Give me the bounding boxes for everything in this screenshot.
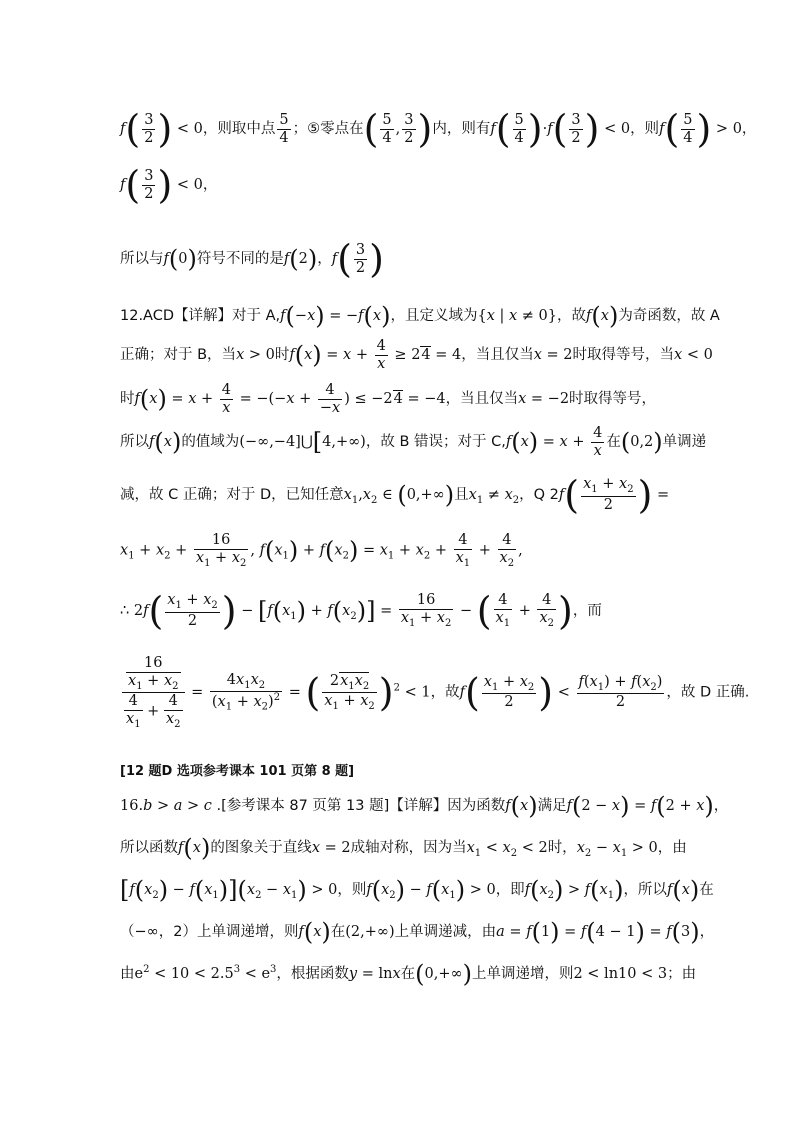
line15-text-b: ，即 bbox=[495, 882, 525, 898]
line6-text-c: 时取得等号， bbox=[569, 391, 657, 408]
line13-text-a: 16. bbox=[120, 798, 144, 814]
line17-text-c: 在 bbox=[400, 966, 416, 982]
text-line-5: 正确；对于 B，当x > 0时f(x) = x + $\frac{4}{x}$ ≥ 24 = 4，当且仅当x = 2时取得等号，当x < 0 bbox=[120, 338, 713, 372]
text-line-9: $x_1 + x_2$ + $\frac{16}{x_1 + x_2}$ , $f(x_1) + f(x_2) = x_1 + x_2$ + $\frac{4}{x_1}$ + $\frac{4}{x_2}$ , bbox=[120, 532, 523, 569]
line1-text-a: ，则取中点 bbox=[202, 121, 276, 137]
text-line-11: $\frac{16}{x_1 + x_2}$ $\frac{4}{x_1}$ + $\frac{4}{x_2}$ = $\frac{4x_1x_2}{(x_1 + x_2)^2}$ = ( $\frac{2x_1x_2}{x_1 + x_2}$ )$^2$ < 1，故f( $\frac{x_1 + x_2}{2}$ ) < $\frac{f(x_1) + f(x_2)}{2}$ ，故 D 正确. bbox=[120, 655, 749, 730]
line14-text-c: 成轴对称，因为当 bbox=[350, 840, 467, 856]
line5-text-a: 正确；对于 B，当 bbox=[120, 347, 237, 364]
line14-text-a: 所以函数 bbox=[120, 840, 178, 856]
line1-text-d: ，则 bbox=[630, 121, 660, 137]
line4-text-a: 12.ACD【详解】对于 A, bbox=[120, 308, 281, 324]
line3-text-b: 符号不同的是 bbox=[196, 251, 284, 267]
line13-text-b: .[参考课本 87 页第 13 题]【详解】因为函数 bbox=[211, 798, 506, 814]
line16-text-c: 上单调递减，由 bbox=[394, 924, 497, 940]
line14-text-b: 的图象关于直线 bbox=[210, 840, 312, 856]
line16-text-b: 在 bbox=[330, 924, 346, 940]
line4-text-d: 为奇函数，故 A bbox=[618, 308, 720, 324]
text-line-2: f( $\frac{3}{2}$ ) < 0， bbox=[120, 163, 218, 207]
line7-text-d: 在 bbox=[606, 434, 621, 451]
line6-text-b: ，当且仅当 bbox=[445, 391, 519, 408]
line12-text-a: [12 题D 选项参考课本 101 页第 8 题] bbox=[120, 764, 355, 779]
line11-text-a: ，故 bbox=[430, 684, 460, 701]
line15-text-a: ，则 bbox=[337, 882, 367, 898]
line1-text-c: 内，则有 bbox=[432, 121, 491, 137]
line17-text-a: 由 bbox=[120, 966, 135, 982]
line14-text-d: 时， bbox=[547, 840, 577, 856]
text-line-8: 减，故 C 正确；对于 D，已知任意$x_1,x_2$ ∈ (0,+∞)且$x_1 \ne x_2$，Q 2f( $\frac{x_1 + x_2}{2}$ ) = bbox=[120, 473, 670, 517]
line15-text-d: 在 bbox=[699, 882, 714, 898]
text-line-17: 由$e^2 < 10 < 2.5^3 < e^3$，根据函数y = lnx在(0,+∞)上单调递增，则2 < ln10 < 3；由 bbox=[120, 960, 697, 988]
line2-text-a: ， bbox=[202, 177, 218, 193]
line16-text-a: （−∞，2）上单调递增，则 bbox=[120, 924, 299, 940]
text-line-12 bbox=[120, 760, 354, 779]
line1-text-e: ， bbox=[741, 121, 757, 137]
line13-text-c: 满足 bbox=[537, 798, 567, 814]
line5-text-b: 时 bbox=[274, 347, 290, 364]
line17-text-b: ，根据函数 bbox=[276, 966, 349, 982]
line8-text-a: 减，故 C 正确；对于 D，已知任意 bbox=[120, 487, 344, 503]
line11-text-b: ，故 D 正确. bbox=[666, 684, 750, 701]
line7-text-e: 单调递 bbox=[662, 434, 707, 451]
line7-text-c: ，故 B 错误；对于 C, bbox=[365, 434, 506, 451]
text-line-7: 所以f(x)的值域为(−∞,−4]⋃[4,+∞)，故 B 错误；对于 C,f(x) = x + $\frac{4}{x}$ 在(0,2)单调递 bbox=[120, 425, 707, 459]
line3-text-a: 所以与 bbox=[120, 251, 164, 267]
line17-text-e: ；由 bbox=[667, 966, 697, 982]
line7-text-b: 的值域为 bbox=[181, 434, 240, 451]
line3-text-c: ， bbox=[317, 251, 332, 267]
line15-text-c: ，所以 bbox=[623, 882, 667, 898]
text-line-14: 所以函数f(x)的图象关于直线x = 2成轴对称，因为当$x_1 < x_2 < 2$时，$x_2 - x_1 > 0$，由 bbox=[120, 834, 687, 862]
text-line-6: 时f(x) = x + $\frac{4}{x}$ = −(−x + $\frac{4}{-x}$ ) ≤ −24 = −4，当且仅当x = −2时取得等号， bbox=[120, 382, 657, 416]
line4-text-b: ，且定义域为 bbox=[390, 308, 478, 324]
text-line-13: 16.b > a > c .[参考课本 87 页第 13 题]【详解】因为函数f(x)满足f(2 − x) = f(2 + x)， bbox=[120, 792, 729, 820]
line14-text-e: ，由 bbox=[657, 840, 687, 856]
line6-text-a: 时 bbox=[120, 391, 135, 408]
text-line-10: ∴ 2f( $\frac{x_1 + x_2}{2}$ ) − $[f(x_1) + f(x_2)]$ = $\frac{16}{x_1 + x_2}$ − ( $\frac{4}{x_1}$ + $\frac{4}{x_2}$ )，而 bbox=[120, 589, 602, 633]
line4-text-c: ，故 bbox=[557, 308, 587, 324]
text-line-4: 12.ACD【详解】对于 A,f(−x) = −f(x)，且定义域为{x | x ≠ 0}，故f(x)为奇函数，故 A bbox=[120, 302, 720, 330]
line8-text-c: ，Q 2 bbox=[519, 487, 559, 503]
text-line-15: $[f(x_2) - f(x_1)](x_2 - x_1) > 0$，则$f(x_2) - f(x_1) > 0$，即$f(x_2) > f(x_1)$，所以f(x)在 bbox=[120, 876, 714, 904]
line5-text-c: ，当且仅当 bbox=[461, 347, 534, 364]
line17-text-d: 上单调递增，则 bbox=[471, 966, 574, 982]
text-line-3: 所以与f(0)符号不同的是f(2)，f( $\frac{3}{2}$ ) bbox=[120, 237, 384, 281]
line10-text-a: ，而 bbox=[572, 603, 602, 619]
line7-text-a: 所以 bbox=[120, 434, 149, 451]
text-line-1: f( $\frac{3}{2}$ ) < 0，则取中点 $\frac{5}{4}$ ；⑤零点在( $\frac{5}{4}$ , $\frac{3}{2}$ )内，则有f( $\frac{5}{4}$ )·f( $\frac{3}{2}$ ) < 0，则f( $\frac{5}{4}$ ) > 0， bbox=[120, 107, 757, 151]
line1-text-b: ；⑤零点在 bbox=[292, 121, 364, 137]
line5-text-d: 时取得等号，当 bbox=[572, 347, 675, 364]
text-line-16: （−∞，2）上单调递增，则f(x)在(2,+∞)上单调递减，由a = f(1) = f(4 − 1) = f(3)， bbox=[120, 918, 715, 946]
line8-text-b: 且 bbox=[454, 487, 469, 503]
